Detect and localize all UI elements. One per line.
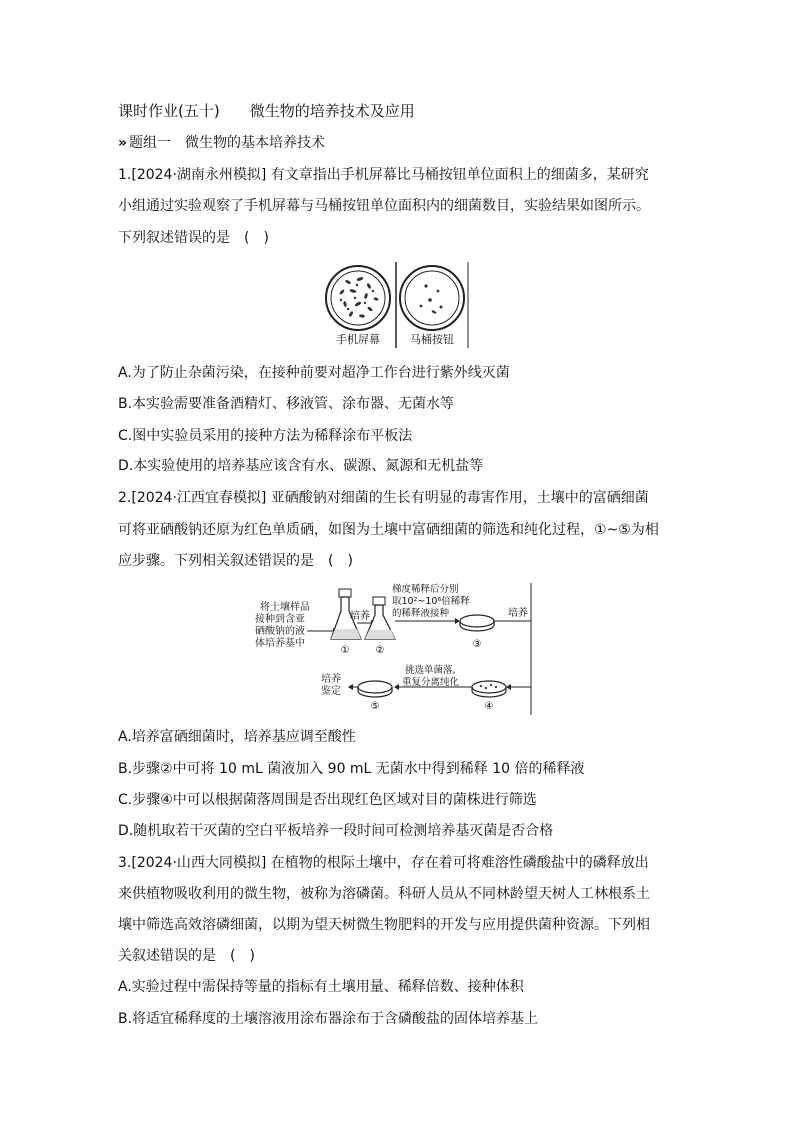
q1-option-d: D.本实验使用的培养基应该含有水、碳源、氮源和无机盐等: [118, 458, 484, 474]
figure-label-toilet-button: 马桶按钮: [410, 333, 454, 346]
q2-process-flow-figure: [255, 583, 540, 715]
step-3-label: ③: [472, 639, 482, 650]
q2-option-a: A.培养富硒细菌时，培养基应调至酸性: [118, 729, 356, 745]
flow-left-text-2: 接种到含亚: [255, 614, 305, 625]
q1-option-b: B.本实验需要准备酒精灯、移液管、涂布器、无菌水等: [118, 396, 455, 412]
flow-middle-text-2: 重复分离纯化: [402, 677, 460, 688]
q3-stem-line-4: 关叙述错误的是 ( ): [118, 948, 255, 964]
q3-stem-line-1: 3.[2024·山西大同模拟] 在植物的根际土壤中，存在着可将难溶性磷酸盐中的磷释放出: [118, 855, 649, 871]
q1-option-c: C.图中实验员采用的接种方法为稀释涂布平板法: [118, 428, 413, 444]
flow-top-text-2: 取10²~10⁶倍稀释: [392, 596, 470, 607]
step-1-label: ①: [340, 645, 350, 656]
q1-petri-dish-figure: [322, 262, 470, 348]
toilet-button-dish: [400, 266, 464, 330]
q2-option-b: B.步骤②中可将 10 mL 菌液加入 90 mL 无菌水中得到稀释 10 倍的稀释液: [118, 761, 585, 777]
section-marker-icon: »: [118, 135, 126, 151]
step-5-label: ⑤: [370, 701, 380, 712]
q2-option-c: C.步骤④中可以根据菌落周围是否出现红色区域对目的菌株进行筛选: [118, 792, 537, 808]
petri-dish-icon: [472, 681, 506, 697]
q3-option-a: A.实验过程中需保持等量的指标有土壤用量、稀释倍数、接种体积: [118, 979, 524, 995]
section-heading: [118, 134, 325, 152]
q2-stem-line-1: 2.[2024·江西宜春模拟] 亚硒酸钠对细菌的生长有明显的毒害作用，土壤中的富硒细菌: [118, 490, 649, 506]
q3-stem-line-3: 壤中筛选高效溶磷细菌，以期为望天树微生物肥料的开发与应用提供菌种资源。下列相: [118, 917, 650, 933]
section-label: 题组一 微生物的基本培养技术: [129, 135, 326, 151]
q2-stem-line-2: 可将亚硒酸钠还原为红色单质硒，如图为土壤中富硒细菌的筛选和纯化过程，①~⑤为相: [118, 522, 659, 538]
culture-label-2: 培养: [508, 608, 528, 619]
q1-stem-line-1: 1.[2024·湖南永州模拟] 有文章指出手机屏幕比马桶按钮单位面积上的细菌多，某研究: [118, 167, 649, 183]
flow-left-text-4: 体培养基中: [255, 638, 305, 649]
q3-stem-line-2: 来供植物吸收利用的微生物，被称为溶磷菌。科研人员从不同林龄望天树人工林根系土: [118, 886, 650, 902]
flow-left-text-1: 将土壤样品: [260, 602, 310, 613]
flow-bottom-text-2: 鉴定: [321, 686, 341, 697]
flow-bottom-text-1: 培养: [321, 674, 341, 685]
flow-middle-text-1: 挑选单菌落,: [405, 665, 456, 676]
step-2-label: ②: [375, 645, 385, 656]
phone-screen-dish: [326, 266, 390, 330]
page-title: 课时作业(五十) 微生物的培养技术及应用: [118, 102, 415, 120]
flow-top-text-3: 的稀释液接种: [392, 608, 450, 619]
culture-label-1: 培养: [350, 611, 370, 622]
flow-top-text-1: 梯度稀释后分别: [392, 584, 459, 595]
q2-option-d: D.随机取若干灭菌的空白平板培养一段时间可检测培养基灭菌是否合格: [118, 823, 554, 839]
q3-option-b: B.将适宜稀释度的土壤溶液用涂布器涂布于含磷酸盐的固体培养基上: [118, 1011, 539, 1027]
q1-stem-line-3: 下列叙述错误的是 ( ): [118, 230, 269, 246]
petri-dish-icon: [460, 615, 494, 631]
step-4-label: ④: [484, 701, 494, 712]
flow-left-text-3: 硒酸钠的液: [255, 626, 305, 637]
q1-stem-line-2: 小组通过实验观察了手机屏幕与马桶按钮单位面积内的细菌数目，实验结果如图所示。: [118, 198, 650, 214]
figure-label-phone-screen: 手机屏幕: [336, 333, 380, 346]
petri-dish-icon: [358, 681, 392, 697]
q2-stem-line-3: 应步骤。下列相关叙述错误的是 ( ): [118, 553, 353, 569]
q1-option-a: A.为了防止杂菌污染，在接种前要对超净工作台进行紫外线灭菌: [118, 365, 510, 381]
